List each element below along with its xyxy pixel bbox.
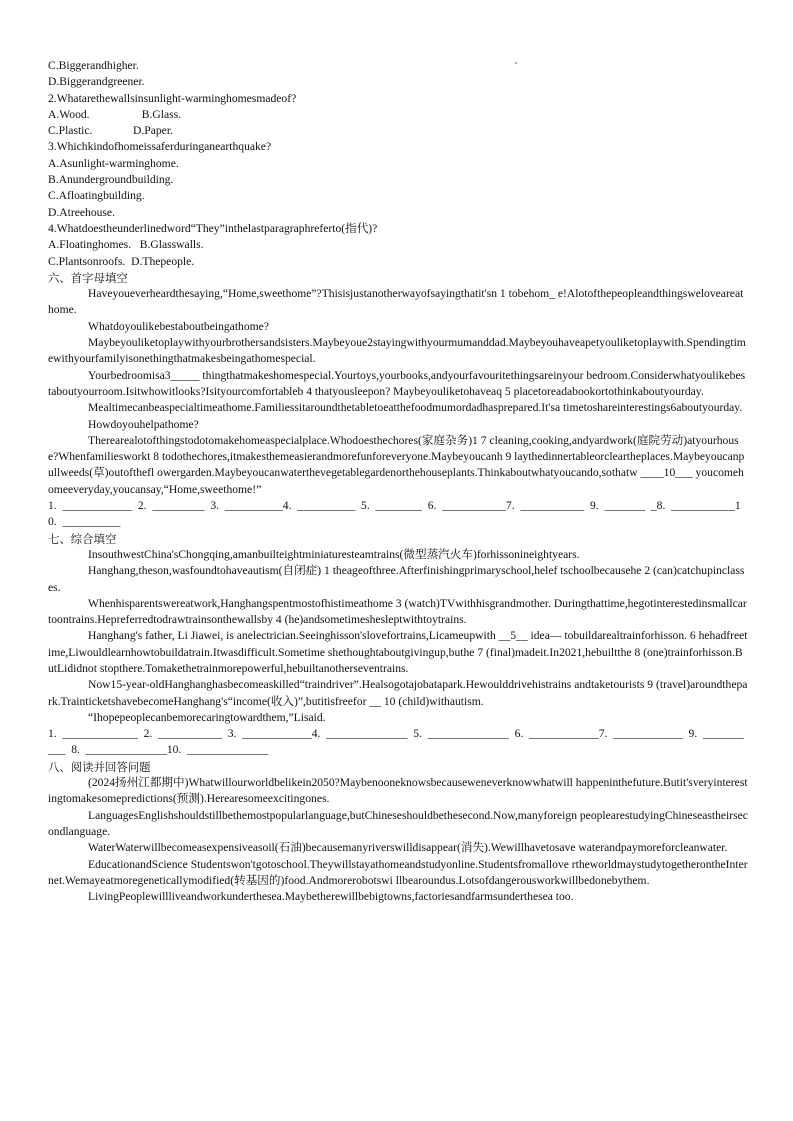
section5-options [48, 58, 748, 270]
section6-passage [48, 286, 748, 498]
paragraph: (2024扬州江都期中)Whatwillourworldbelikein2050?Maybenooneknowsbecauseweneverknowwhatwill happeninthefuture.Butit'sveryinterestingtomakesomepredictions(预测).Herearesomeexcitingones. [48, 776, 748, 806]
paragraph: Haveyoueverheardthesaying,“Home,sweethome”?Thisisjustanotherwayofsayingthatit'sn 1 tobehom_ e!Alotofthepeopleandthingsweloveareathome. [48, 287, 744, 317]
paragraph: LanguagesEnglishshouldstillbethemostpopularlanguage,butChineseshouldbethesecond.Now,manyforeign peoplearestudyingChineseastheirsecondlanguage. [48, 808, 748, 838]
option-line: A.Floatinghomes. B.Glasswalls. [48, 238, 204, 252]
paragraph: “Ihopepeoplecanbemorecaringtowardthem,”Lisaid. [88, 710, 326, 724]
paragraph: Whatdoyoulikebestaboutbeingathome? [88, 319, 269, 333]
section6-heading: 六、首字母填空 [48, 270, 128, 285]
option-line: D.Biggerandgreener. [48, 75, 145, 89]
answer-blanks[interactable]: 1. _____________ 2. ___________ 3. ____________4. ______________ 5. ______________ 6. ____________7. ____________ 9. __________ 8. ______________10. ______________ [48, 727, 744, 757]
paragraph: WaterWaterwillbecomeasexpensiveasoil(石油)becausemanyriverswilldisappear(消失).Wewillhavetosave waterandpaymoreforcleanwater. [88, 841, 728, 855]
option-line: D.Atreehouse. [48, 205, 115, 219]
question-line: 3.Whichkindofhomeissaferduringanearthquake? [48, 140, 272, 154]
paragraph: EducationandScience Studentswon'tgotoschool.Theywillstayathomeandstudyonline.Studentsfromallove rtheworldmaystudytogetherontheInternet.Wemayeatmoregeneticallymodified(转基因的)food.Andmorerobotswi llbearoundus.Lotsofdangerousworkwillbedonebythem. [48, 857, 748, 887]
paragraph: Maybeyouliketoplaywithyourbrothersandsisters.Maybeyoue2stayingwithyourmumanddad.Maybeyouhaveapetyouliketoplaywith.Spendingtimewithyourfamilyisonethingthatmakesbeingathomespecial. [48, 336, 746, 366]
option-line: C.Afloatingbuilding. [48, 189, 145, 203]
paragraph: InsouthwestChina'sChongqing,amanbuilteightminiaturesteamtrains(微型蒸汽火车)forhissonineightyears. [88, 547, 580, 561]
question-line: 2.Whatarethewallsinsunlight-warminghomesmadeof? [48, 91, 297, 105]
option-line: B.Anundergroundbuilding. [48, 173, 174, 187]
option-line: A.Wood. B.Glass. [48, 107, 182, 121]
option-line: A.Asunlight-warminghome. [48, 156, 179, 170]
paragraph: Hanghang,theson,wasfoundtohaveautism(自闭症) 1 theageofthree.Afterfinishingprimaryschool,helef tschoolbecausehe 2 (can)catchupinclasses. [48, 564, 745, 594]
paragraph: Whenhisparentswereatwork,Hanghangspentmostofhistimeathome 3 (watch)TVwithhisgrandmother. Duringthattime,hegotinterestedinsmallcartoontrains.Hepreferredtodrawtrainsonthewallsby 4 (he)andsometimeshesleptwithtoytrains. [48, 596, 747, 627]
option-line: C.Plastic. D.Paper. [48, 124, 173, 138]
paragraph: Mealtimecanbeaspecialtimeathome.Familiessitaroundthetabletoeatthefoodmumordadhasprepared.It'sa timetoshareinterestings6aboutyourday. [88, 401, 743, 415]
paragraph: LivingPeoplewillliveandworkunderthesea.Maybetherewillbebigtowns,factoriesandfarmsunderthesea too. [88, 890, 574, 904]
paragraph: Howdoyouhelpathome? [88, 417, 199, 431]
worksheet-page [48, 58, 748, 905]
option-line: C.Biggerandhigher. [48, 59, 139, 72]
question-line: 4.Whatdoestheunderlinedword“They”inthelastparagraphreferto(指代)? [48, 221, 378, 235]
option-line: C.Plantsonroofs. D.Thepeople. [48, 254, 195, 268]
section8-heading: 八、阅读并回答问题 [48, 759, 151, 774]
paragraph: Yourbedroomisa3_____ thingthatmakeshomespecial.Yourtoys,yourbooks,andyourfavouritethingsareinyour bedroom.Considerwhatyoulikebestaboutyourroom.Isitwhowitlooks?Isityourcomfortableb 4 thatyousleepon? Maybeyouliketohaveaq 5 placetoreadabookortothinkaboutyourday. [48, 368, 746, 398]
paragraph: Therearealotofthingstodotomakehomeaspecialplace.Whodoesthechores(家庭杂务)1 7 cleaning,cooking,andyardwork(庭院劳动)atyourhouse?Whenfamiliesworkt 8 todothechores,itmakesthemeasierandmorefunforeveryone.Maybeyoucanh 9 laythedinnertableorcleartheplaces.Maybeyoucanpullweeds(草)outofthefl owergarden.Maybeyoucanwaterthevegetablegardenorthehouseplants.Thinkaboutwhatyoucando,sothatw ____10___ youcomehomeeveryday,youcansay,“Home,sweethome!” [48, 433, 745, 496]
section7-heading: 七、综合填空 [48, 531, 117, 546]
paragraph: Hanghang's father, Li Jiawei, is anelectrician.Seeinghisson'slovefortrains,Licameupwith __5__ idea— tobuildarealtrainforhisson. 6 hehadfreetime,Liwouldlearnhowtobuildatrain.Itwasdifficult.Sometime shethoughtaboutgivingup,buthe 7 (final)madeit.In2021,hebuiltthe 8 (one)trainforhisson.ButLididnot stopthere.Tomakethetrainmorepowerful,hebuiltanotherseventrains. [48, 629, 748, 675]
paragraph: Now15-year-oldHanghanghasbecomeaskilled“traindriver”.Healsogotajobatapark.Hewoulddrivehistrains andtaketourists 9 (travel)aroundthepark.TrainticketshavebecomeHanghang's“income(收入)”,butitisfreefor __ 10 (child)withautism. [48, 678, 748, 708]
section8-passage [48, 775, 748, 905]
section7-passage [48, 547, 748, 726]
answer-blanks[interactable]: 1. ____________ 2. _________ 3. __________4. __________ 5. ________ 6. ___________7. ___________ 9. _______ _8. ___________10. __________ [48, 499, 741, 529]
